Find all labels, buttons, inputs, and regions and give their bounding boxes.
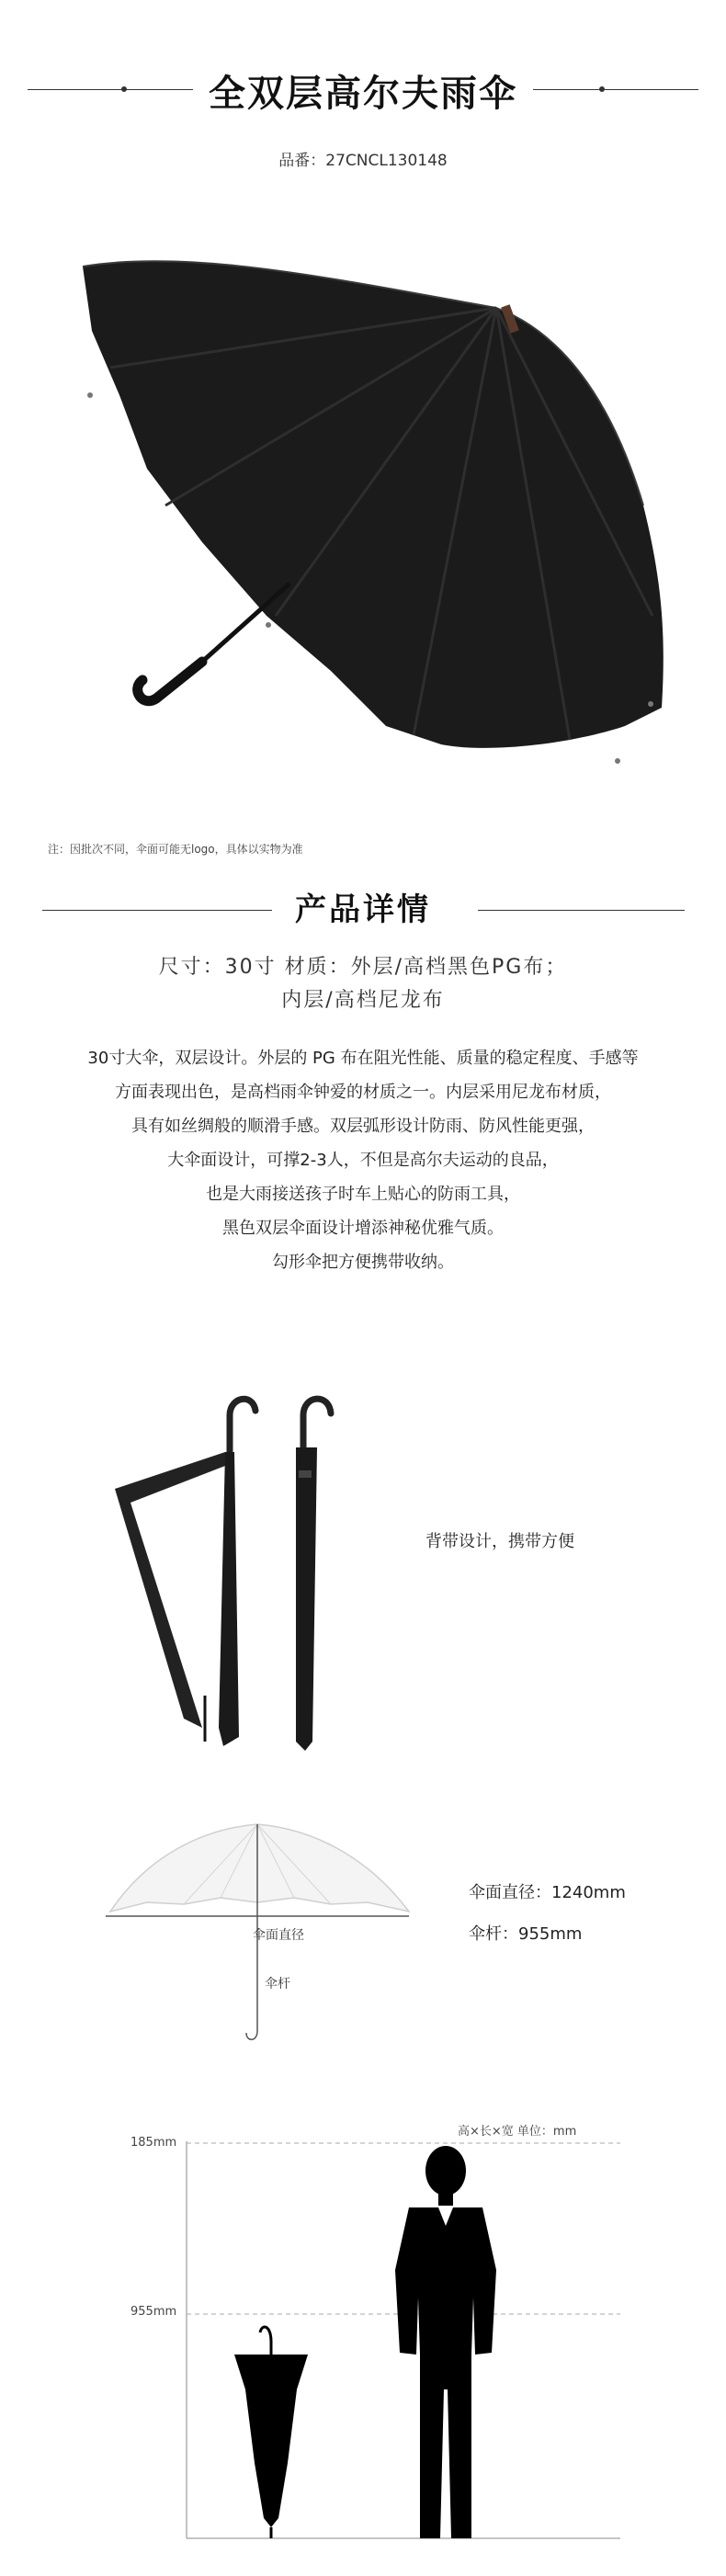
description-line: 方面表现出色，是高档雨伞钟爱的材质之一。内层采用尼龙布材质， (115, 1083, 611, 1102)
description-line: 30寸大伞，双层设计。外层的 PG 布在阻光性能、质量的稳定程度、手感等 (87, 1049, 639, 1068)
scale-comparison-figure (179, 2114, 630, 2546)
umbrella-open-photo (55, 230, 689, 800)
sku-text: 品番：27CNCL130148 (278, 152, 448, 170)
header-right-dot (599, 86, 605, 92)
description-line: 也是大雨接送孩子时车上贴心的防雨工具， (206, 1185, 520, 1204)
tick-label-mid: 955mm (130, 2305, 177, 2319)
page-title: 全双层高尔夫雨伞 (209, 73, 517, 115)
strap-caption: 背带设计，携带方便 (425, 1532, 574, 1551)
units-label: 高×长×宽 单位：mm (458, 2125, 577, 2139)
diagram-canopy-label: 伞面直径 (253, 1928, 304, 1943)
description-block (0, 1041, 726, 1279)
shaft-length-label: 伞杆：955mm (469, 1924, 583, 1944)
diagram-shaft-label: 伞杆 (265, 1977, 290, 1992)
header-right-line (533, 89, 698, 90)
umbrella-closed-photos (92, 1379, 386, 1765)
tick-label-top: 185mm (130, 2136, 177, 2150)
description-line: 黑色双层伞面设计增添神秘优雅气质。 (222, 1219, 504, 1238)
note-text: 注：因批次不同，伞面可能无logo，具体以实物为准 (48, 843, 303, 856)
description-line: 具有如丝绸般的顺滑手感。双层弧形设计防雨、防风性能更强， (131, 1117, 595, 1136)
description-line: 大伞面设计，可撑2-3人，不但是高尔夫运动的良品， (167, 1151, 559, 1170)
details-right-line (478, 910, 685, 911)
section-title: 产品详情 (295, 891, 431, 928)
description-line: 勾形伞把方便携带收纳。 (272, 1253, 454, 1272)
canopy-diameter-label: 伞面直径：1240mm (469, 1883, 626, 1902)
specs-line-2: 内层/高档尼龙布 (281, 989, 445, 1012)
specs-line-1: 尺寸：30寸 材质：外层/高档黑色PG布； (158, 956, 568, 979)
